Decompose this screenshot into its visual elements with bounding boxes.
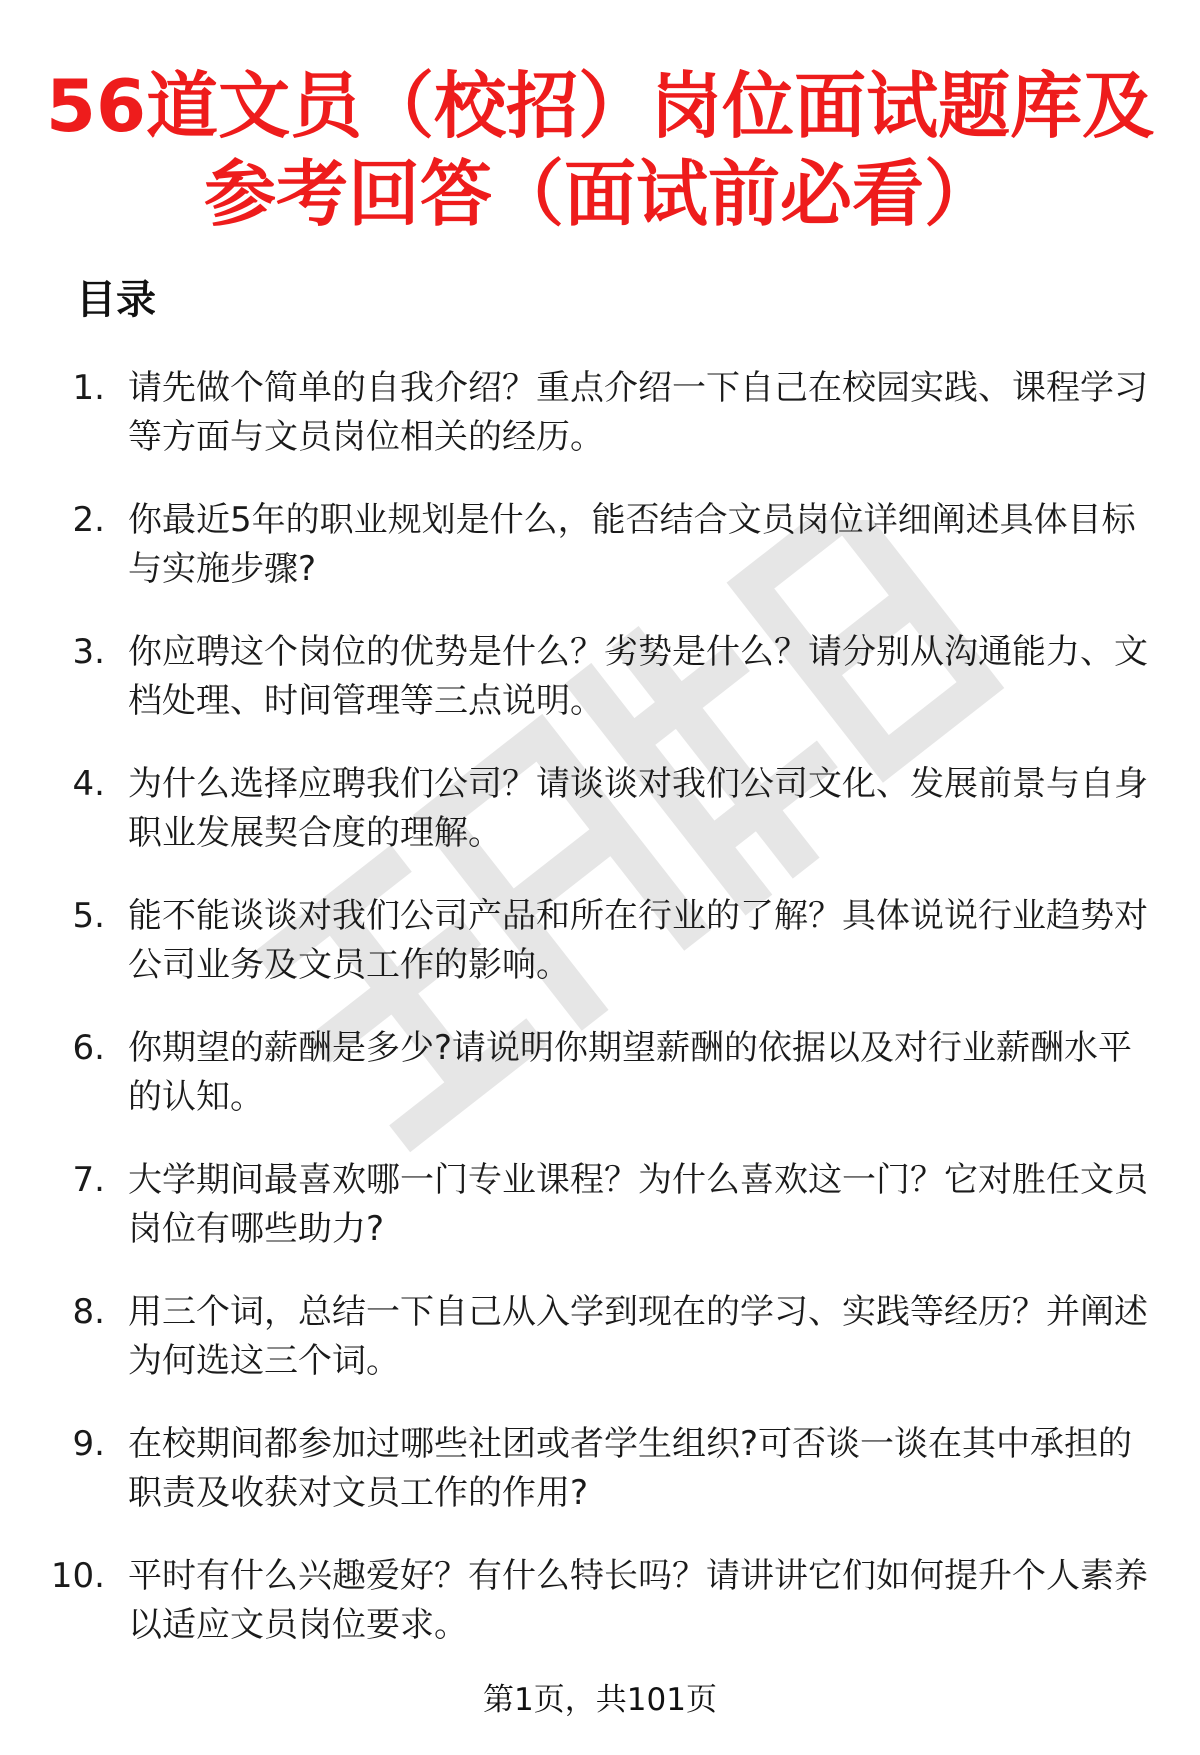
- toc-item[interactable]: [0, 496, 1200, 628]
- toc-item-number: 5.: [72, 896, 105, 936]
- toc-item-text: 在校期间都参加过哪些社团或者学生组织?可否谈一谈在其中承担的职责及收获对文员工作的作用?: [128, 1424, 1133, 1513]
- document-title: [0, 62, 1200, 238]
- toc-item[interactable]: [0, 628, 1200, 760]
- toc-item[interactable]: [0, 364, 1200, 496]
- toc-item-number: 7.: [72, 1160, 105, 1200]
- toc-item[interactable]: [0, 1288, 1200, 1420]
- document-title-line-2: 参考回答（面试前必看）: [203, 152, 996, 236]
- toc-item[interactable]: [0, 760, 1200, 892]
- toc-item-text: 你最近5年的职业规划是什么，能否结合文员岗位详细阐述具体目标与实施步骤?: [128, 500, 1136, 589]
- toc-item-text: 能不能谈谈对我们公司产品和所在行业的了解？具体说说行业趋势对公司业务及文员工作的影响。: [128, 896, 1148, 985]
- toc-item-text: 请先做个简单的自我介绍？重点介绍一下自己在校园实践、课程学习等方面与文员岗位相关的经历。: [128, 368, 1148, 457]
- document-title-line-1: 56道文员（校招）岗位面试题库及: [45, 64, 1155, 148]
- toc-item[interactable]: [0, 1156, 1200, 1288]
- toc-item[interactable]: [0, 1420, 1200, 1552]
- toc-item-text: 平时有什么兴趣爱好？有什么特长吗？请讲讲它们如何提升个人素养以适应文员岗位要求。: [128, 1556, 1148, 1645]
- toc-item-number: 4.: [72, 764, 105, 804]
- toc-item-text: 用三个词，总结一下自己从入学到现在的学习、实践等经历？并阐述为何选这三个词。: [128, 1292, 1148, 1381]
- toc-item-number: 1.: [72, 368, 105, 408]
- toc-item-number: 8.: [72, 1292, 105, 1332]
- page-indicator: 第1页，共101页: [483, 1682, 717, 1718]
- toc-item[interactable]: [0, 892, 1200, 1024]
- toc-item-text: 为什么选择应聘我们公司？请谈谈对我们公司文化、发展前景与自身职业发展契合度的理解。: [128, 764, 1148, 853]
- toc-item-text: 你期望的薪酬是多少?请说明你期望薪酬的依据以及对行业薪酬水平的认知。: [128, 1028, 1133, 1117]
- toc-list: [0, 364, 1200, 1684]
- toc-heading: 目录: [76, 277, 156, 323]
- toc-item-number: 6.: [72, 1028, 105, 1068]
- toc-item[interactable]: [0, 1024, 1200, 1156]
- toc-item-number: 9.: [72, 1424, 105, 1464]
- toc-item-number: 10.: [50, 1556, 105, 1596]
- toc-item-text: 大学期间最喜欢哪一门专业课程？为什么喜欢这一门？它对胜任文员岗位有哪些助力?: [128, 1160, 1148, 1249]
- toc-item[interactable]: [0, 1552, 1200, 1684]
- toc-item-number: 2.: [72, 500, 105, 540]
- toc-item-number: 3.: [72, 632, 105, 672]
- toc-item-text: 你应聘这个岗位的优势是什么？劣势是什么？请分别从沟通能力、文档处理、时间管理等三点说明。: [128, 632, 1148, 721]
